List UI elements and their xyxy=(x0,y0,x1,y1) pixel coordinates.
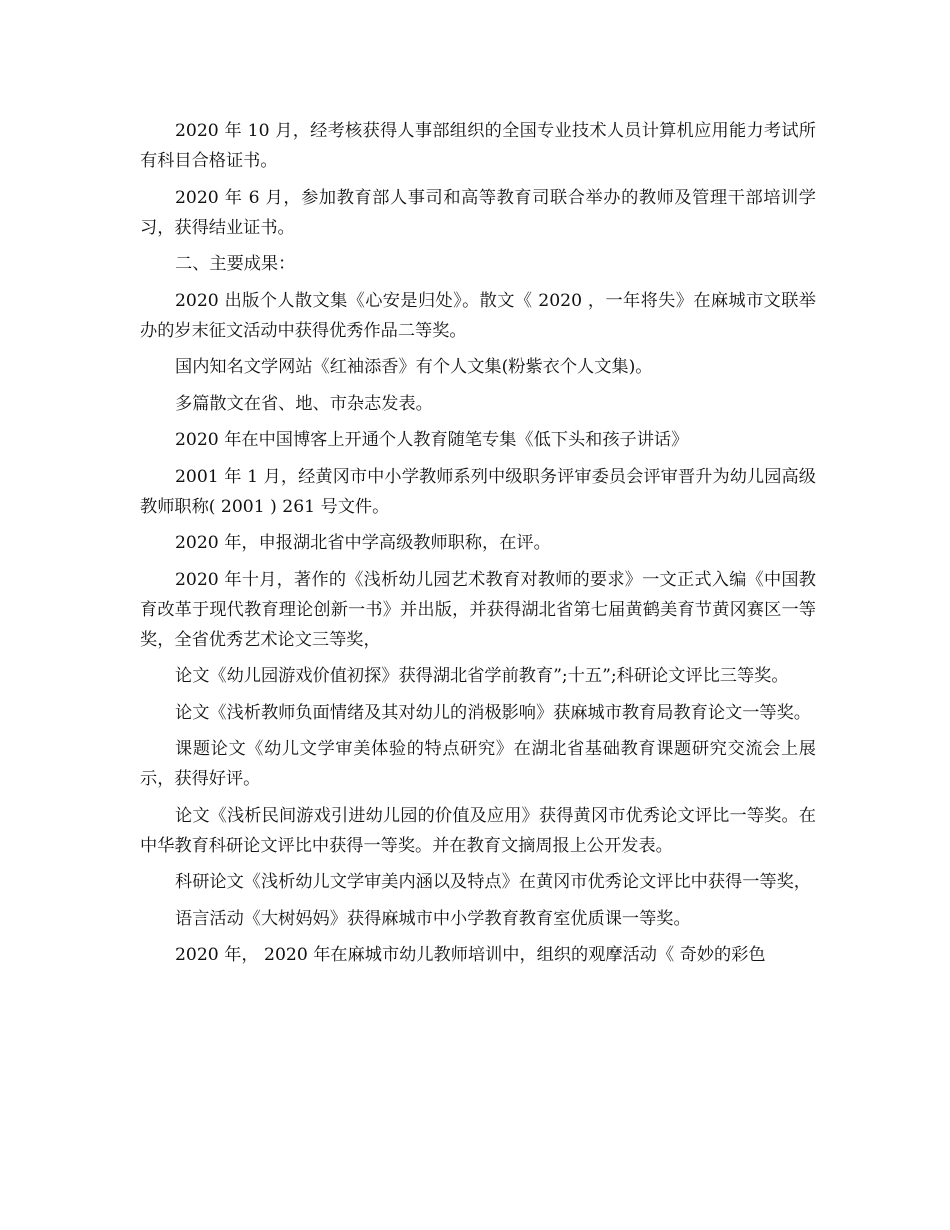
paragraph-negative-emotion-paper: 论文《浅析教师负面情绪及其对幼儿的消极影响》获麻城市教育局教育论文一等奖。 xyxy=(175,702,811,723)
paragraph-title-application: 2020 年，申报湖北省中学高级教师职称，在评。 xyxy=(175,533,551,553)
paragraph-training-cert: 2020 年 6 月，参加教育部人事司和高等教育司联合举办的教师及管理干部培训学习，获得结业证书。 xyxy=(140,187,816,238)
paragraph-literature-aesthetics-paper: 课题论文《幼儿文学审美体验的特点研究》在湖北省基础教育课题研究交流会上展示，获得好评。 xyxy=(140,739,816,789)
paragraph-blog-column: 2020 年在中国博客上开通个人教育随笔专集《低下头和孩子讲话》 xyxy=(175,430,689,450)
paragraph-essay-collection: 2020 出版个人散文集《心安是归处》。散文《 2020 ，一年将失》在麻城市文联举办的岁末征文活动中获得优秀作品二等奖。 xyxy=(140,290,816,341)
paragraph-game-value-paper: 论文《幼儿园游戏价值初探》获得湖北省学前教育”;十五”;科研论文评比三等奖。 xyxy=(175,666,789,686)
paragraph-published-essays: 多篇散文在省、地、市杂志发表。 xyxy=(175,393,433,414)
paragraph-computer-cert: 2020 年 10 月，经考核获得人事部组织的全国专业技术人员计算机应用能力考试所有科目合格证书。 xyxy=(140,121,816,171)
document-body xyxy=(140,116,816,977)
paragraph-senior-teacher-title: 2001 年 1 月，经黄冈市中小学教师系列中级职务评审委员会评审晋升为幼儿园高级教师职称( 2001 ) 261 号文件。 xyxy=(140,466,816,517)
paragraph-language-activity: 语言活动《大树妈妈》获得麻城市中小学教育教育室优质课一等奖。 xyxy=(175,908,691,929)
section-heading-main-achievements: 二、主要成果： xyxy=(175,254,296,274)
paragraph-teacher-training: 2020 年， 2020 年在麻城市幼儿教师培训中，组织的观摩活动《 奇妙的彩色 xyxy=(175,945,766,965)
paragraph-art-education-paper: 2020 年十月，著作的《浅析幼儿园艺术教育对教师的要求》一文正式入编《中国教育改革于现代教育理论创新一书》并出版，并获得湖北省第七届黄鹤美育节黄冈赛区一等奖，全省优秀艺术论文三等奖， xyxy=(140,569,816,650)
paragraph-aesthetic-connotation-paper: 科研论文《浅析幼儿文学审美内涵以及特点》在黄冈市优秀论文评比中获得一等奖， xyxy=(175,872,811,892)
paragraph-literature-website: 国内知名文学网站《红袖添香》有个人文集(粉紫衣个人文集)。 xyxy=(175,357,653,377)
paragraph-folk-games-paper: 论文《浅析民间游戏引进幼儿园的价值及应用》获得黄冈市优秀论文评比一等奖。在中华教育科研论文评比中获得一等奖。并在教育文摘周报上公开发表。 xyxy=(140,805,816,856)
